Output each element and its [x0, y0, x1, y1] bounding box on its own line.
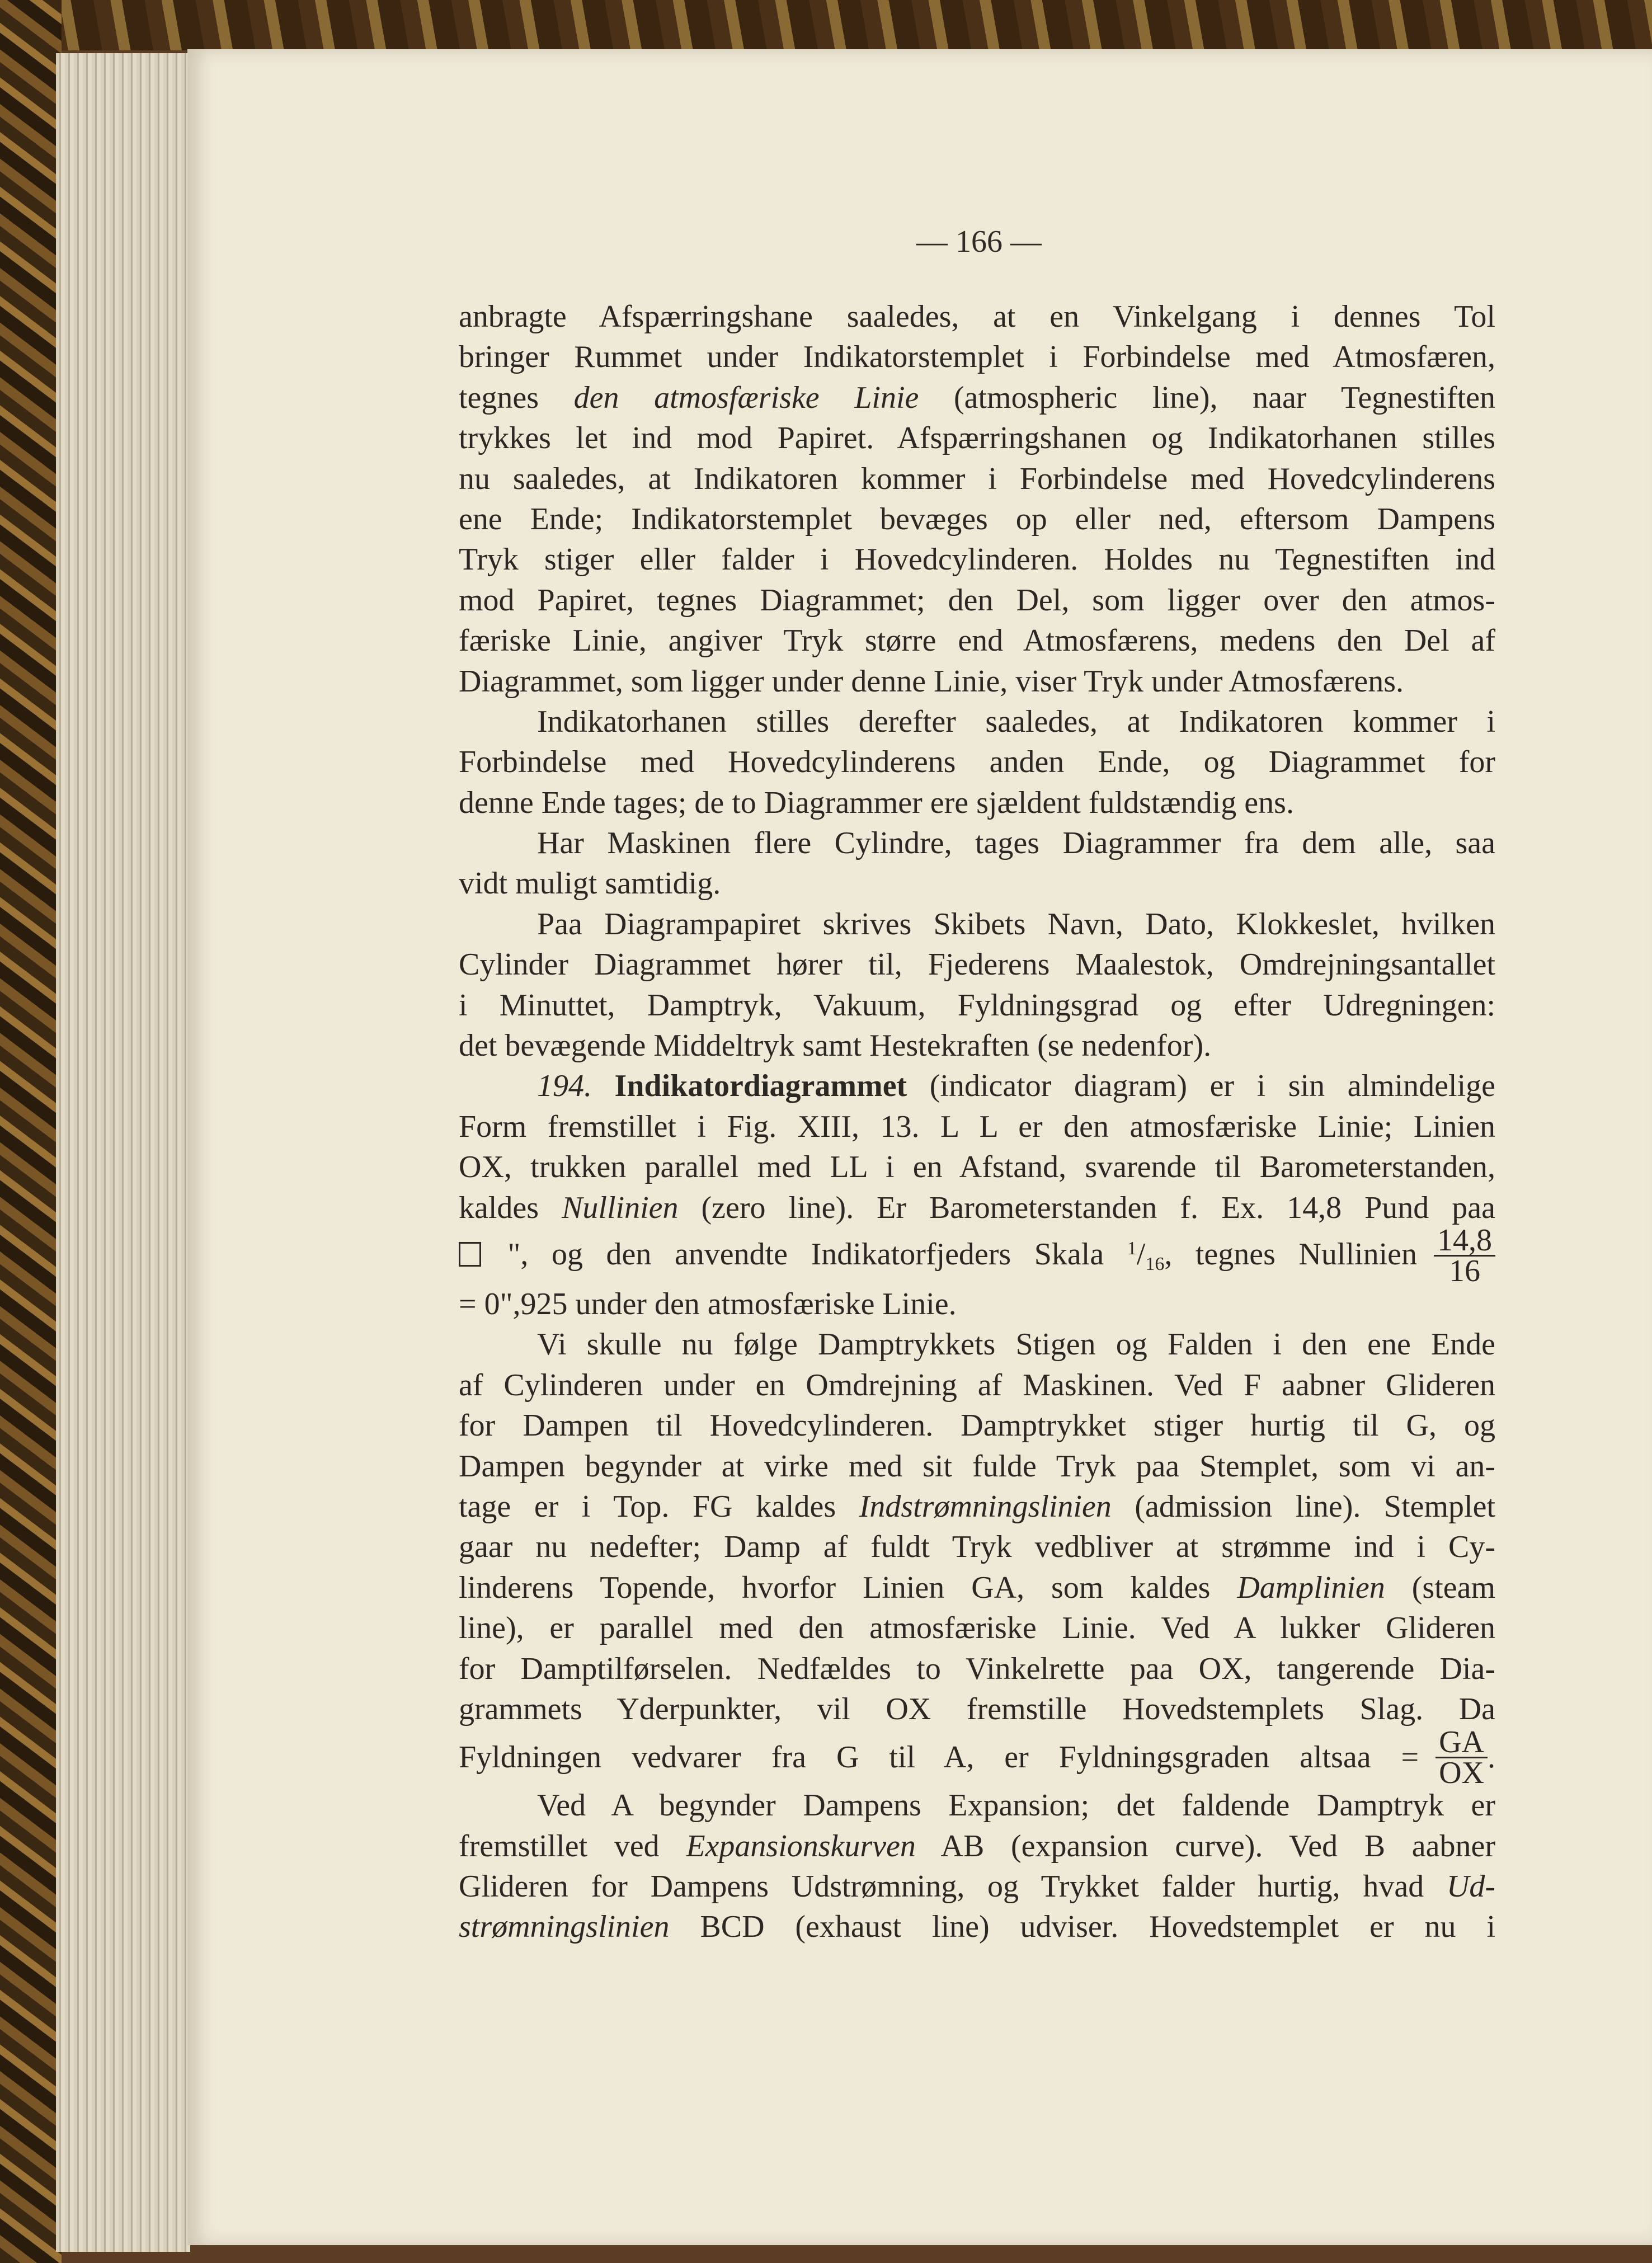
- text-segment: (admission line). Stemplet: [1111, 1489, 1495, 1524]
- text-segment: vidt muligt samtidig.: [459, 866, 721, 901]
- text-line: [459, 1907, 1495, 1947]
- text-segment: denne Ende tages; de to Diagrammer ere sjældent fuldstændig ens.: [459, 785, 1294, 820]
- text-segment: den atmosfæriske Linie: [573, 380, 919, 415]
- fraction: [1434, 1223, 1495, 1289]
- text-segment: mod Papiret, tegnes Diagrammet; den Del, som ligger over den atmos-: [459, 582, 1495, 618]
- text-line: [459, 337, 1495, 377]
- text-segment: Har Maskinen flere Cylindre, tages Diagrammer fra dem alle, saa: [537, 826, 1495, 861]
- text-segment: Ud-: [1446, 1869, 1495, 1904]
- text-segment: Ved A begynder Dampens Expansion; det faldende Damptryk er: [537, 1788, 1495, 1823]
- fraction-line: [459, 1724, 1495, 1790]
- text-line: [459, 863, 1495, 904]
- text-line: [459, 1446, 1495, 1486]
- text-segment: Cylinder Diagrammet hører til, Fjederens Maalestok, Omdrejningsantallet: [459, 947, 1495, 982]
- text-line: [459, 661, 1495, 702]
- text-line: [459, 1866, 1495, 1907]
- text-line: [459, 499, 1495, 539]
- fraction-numerator: GA: [1436, 1728, 1488, 1758]
- fraction: [1436, 1724, 1488, 1790]
- text-segment: det bevægende Middeltryk samt Hestekraften (se nedenfor).: [459, 1028, 1212, 1064]
- text-segment: Fyldningen vedvarer fra G til A, er Fyldningsgraden altsaa =: [459, 1740, 1419, 1775]
- text-segment: Indstrømningslinien: [859, 1489, 1112, 1524]
- text-segment: Tryk stiger eller falder i Hovedcylinderen. Holdes nu Tegnestiften ind: [459, 542, 1495, 577]
- text-segment: line), er parallel med den atmosfæriske Linie. Ved A lukker Glideren: [459, 1611, 1495, 1646]
- text-segment: Indikatordiagrammet: [614, 1069, 907, 1104]
- text-line: [459, 1365, 1495, 1405]
- text-segment: Diagrammet, som ligger under denne Linie, viser Tryk under Atmosfærens.: [459, 664, 1404, 699]
- text-segment: for Dampen til Hovedcylinderen. Damptrykket stiger hurtig til G, og: [459, 1408, 1495, 1443]
- text-segment: færiske Linie, angiver Tryk større end Atmosfærens, medens den Del af: [459, 623, 1495, 658]
- text-line: [459, 742, 1495, 782]
- text-line: [459, 459, 1495, 499]
- text-segment: /: [1136, 1237, 1146, 1272]
- text-segment: .: [1488, 1740, 1495, 1775]
- text-line: [459, 297, 1495, 337]
- text-segment: AB (expansion curve). Ved B aabner: [915, 1828, 1495, 1864]
- text-line: [459, 985, 1495, 1025]
- text-segment: 16: [1145, 1254, 1165, 1275]
- fraction-numerator: 14,8: [1434, 1226, 1495, 1257]
- text-line: [459, 823, 1495, 863]
- text-line: [459, 620, 1495, 661]
- text-line: [459, 1826, 1495, 1866]
- text-segment: af Cylinderen under en Omdrejning af Maskinen. Ved F aabner Glideren: [459, 1367, 1495, 1403]
- text-line: [459, 1649, 1495, 1689]
- fraction-line: [459, 1223, 1495, 1289]
- text-segment: Indikatorhanen stilles derefter saaledes, at Indikatoren kommer i: [537, 704, 1495, 739]
- text-line: [459, 1188, 1495, 1228]
- text-segment: Paa Diagrampapiret skrives Skibets Navn, Dato, Klokkeslet, hvilken: [537, 906, 1495, 942]
- text-segment: Vi skulle nu følge Damptrykkets Stigen og Falden i den ene Ende: [537, 1327, 1495, 1362]
- text-segment: Expansionskurven: [686, 1828, 916, 1864]
- text-segment: (zero line). Er Barometerstanden f. Ex. 14,8 Pund paa: [678, 1190, 1496, 1225]
- text-line: [459, 1324, 1495, 1365]
- text-line: [459, 378, 1495, 418]
- text-segment: , tegnes Nullinien: [1164, 1237, 1418, 1272]
- text-line: [459, 418, 1495, 458]
- text-segment: Form fremstillet i Fig. XIII, 13. L L er den atmosfæriske Linie; Linien: [459, 1109, 1495, 1144]
- text-segment: fremstillet ved: [459, 1828, 686, 1864]
- text-segment: i Minuttet, Damptryk, Vakuum, Fyldningsgrad og efter Udregningen:: [459, 987, 1495, 1023]
- text-segment: strømningslinien: [459, 1909, 670, 1945]
- text-line: [459, 1405, 1495, 1446]
- text-line: [459, 783, 1495, 823]
- text-segment: (indicator diagram) er i sin almindelige: [907, 1069, 1495, 1104]
- page-number: — 166 —: [916, 224, 1042, 259]
- text-line: [459, 944, 1495, 985]
- text-segment: [592, 1069, 615, 1103]
- text-segment: 1: [1127, 1238, 1137, 1259]
- text-line: [459, 1025, 1495, 1066]
- text-line: [459, 702, 1495, 742]
- text-segment: ", og den anvendte Indikatorfjeders Skala: [484, 1237, 1127, 1272]
- text-segment: linderens Topende, hvorfor Linien GA, som kaldes: [459, 1570, 1237, 1605]
- text-segment: anbragte Afspærringshane saaledes, at en Vinkelgang i dennes Tol: [459, 299, 1495, 334]
- text-line: [459, 1608, 1495, 1648]
- text-segment: Glideren for Dampens Udstrømning, og Trykket falder hurtig, hvad: [459, 1869, 1447, 1904]
- text-segment: grammets Yderpunkter, vil OX fremstille Hovedstemplets Slag. Da: [459, 1691, 1495, 1726]
- text-line: [459, 1689, 1495, 1729]
- fraction-line-text: [459, 1236, 1417, 1275]
- text-line: [459, 539, 1495, 580]
- text-line: [459, 904, 1495, 944]
- text-segment: (steam: [1385, 1570, 1496, 1605]
- text-segment: Dampen begynder at virke med sit fulde Tryk paa Stemplet, som vi an-: [459, 1448, 1495, 1484]
- text-segment: tegnes: [459, 380, 574, 415]
- marbled-cover: [0, 0, 62, 2263]
- text-segment: kaldes: [459, 1190, 562, 1225]
- text-line: [459, 1785, 1495, 1826]
- text-line: [459, 580, 1495, 620]
- text-segment: for Damptilførselen. Nedfældes to Vinkelrette paa OX, tangerende Dia-: [459, 1651, 1495, 1686]
- text-segment: 194.: [537, 1069, 592, 1104]
- text-segment: Nullinien: [562, 1190, 679, 1225]
- square-symbol: [459, 1242, 481, 1267]
- text-line: [459, 1568, 1495, 1608]
- fraction-line-text: [459, 1739, 1419, 1775]
- text-line: [459, 1066, 1495, 1106]
- text-segment: tage er i Top. FG kaldes: [459, 1489, 859, 1524]
- page-edges: [56, 53, 190, 2252]
- text-segment: nu saaledes, at Indikatoren kommer i Forbindelse med Hovedcylinderens: [459, 461, 1495, 496]
- text-segment: = 0",925 under den atmosfæriske Linie.: [459, 1286, 957, 1321]
- body-text: [459, 297, 1495, 1947]
- text-line: [459, 1284, 1495, 1324]
- text-segment: trykkes let ind mod Papiret. Afspærringshanen og Indikatorhanen stilles: [459, 421, 1495, 456]
- fraction-denominator: OX: [1439, 1755, 1484, 1790]
- text-segment: Damplinien: [1237, 1570, 1385, 1605]
- text-segment: gaar nu nedefter; Damp af fuldt Tryk vedbliver at strømme ind i Cy-: [459, 1530, 1495, 1565]
- fraction-denominator: 16: [1449, 1254, 1480, 1289]
- text-segment: (atmospheric line), naar Tegnestiften: [919, 380, 1496, 415]
- text-line: [459, 1147, 1495, 1187]
- book-top-edge: [0, 0, 1652, 50]
- text-line: [459, 1486, 1495, 1527]
- text-segment: OX, trukken parallel med LL i en Afstand, svarende til Barometerstanden,: [459, 1150, 1495, 1185]
- text-line: [459, 1107, 1495, 1147]
- text-segment: bringer Rummet under Indikatorstemplet i Forbindelse med Atmosfæren,: [459, 340, 1495, 375]
- text-segment: ene Ende; Indikatorstemplet bevæges op eller ned, eftersom Dampens: [459, 501, 1495, 537]
- text-line: [459, 1527, 1495, 1567]
- text-segment: Forbindelse med Hovedcylinderens anden Ende, og Diagrammet for: [459, 745, 1495, 780]
- text-segment: BCD (exhaust line) udviser. Hovedstemplet er nu i: [669, 1909, 1495, 1945]
